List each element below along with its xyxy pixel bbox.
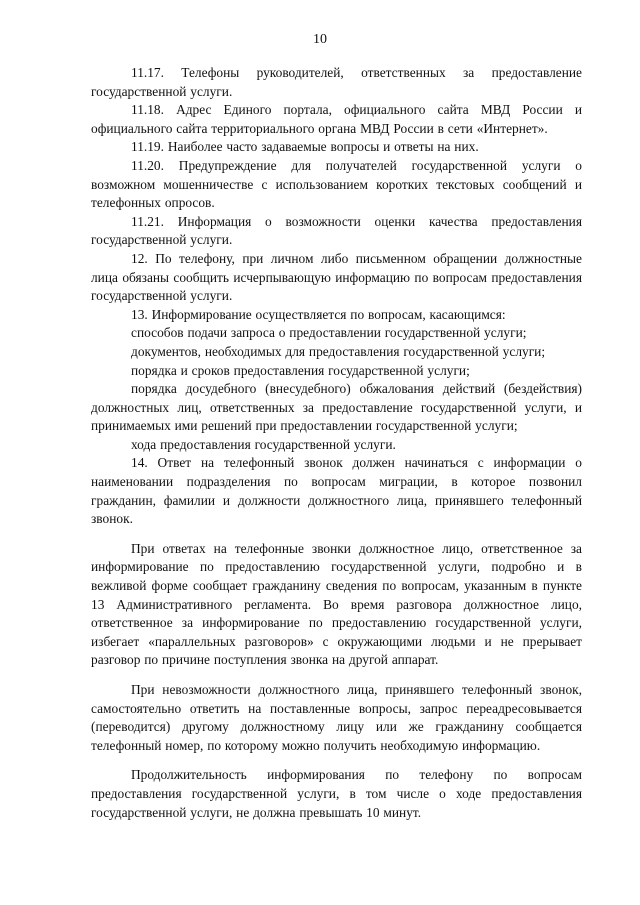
paragraph-11-21: 11.21. Информация о возможности оценки качества предоставления государственной услуги.	[91, 213, 582, 248]
paragraph-11-18: 11.18. Адрес Единого портала, официального сайта МВД России и официального сайта территориального органа МВД России в сети «Интернет».	[91, 102, 582, 136]
paragraph-14: 14. Ответ на телефонный звонок должен начинаться с информации о наименовании подразделения по вопросам миграции, в которое позвонил гражданин, фамилии и должности должностного лица, принявшего телефонный звонок.	[91, 455, 582, 527]
page-number: 10	[313, 32, 327, 47]
list-item-request-methods: способов подачи запроса о предоставлении государственной услуги;	[131, 325, 527, 341]
list-item-terms: порядка и сроков предоставления государственной услуги;	[131, 362, 470, 378]
paragraph-phone-answers: При ответах на телефонные звонки должностное лицо, ответственное за информирование по предоставлению государственной услуги, подробно и в вежливой форме сообщает гражданину сведения по вопросам, указанным в пункте 13 Административного регламента. Во время разговора должностное лицо, ответственное за информирование по предоставлению государственной услуги, избегает «параллельных разговоров» с окружающими людьми и не прерывает разговор по причине поступления звонка на другой аппарат.	[91, 540, 582, 668]
paragraph-duration: Продолжительность информирования по телефону по вопросам предоставления государственной услуги, в том числе о ходе предоставления государственной услуги, не должна превышать 10 минут.	[91, 767, 582, 820]
paragraph-12: 12. По телефону, при личном либо письменном обращении должностные лица обязаны сообщить исчерпывающую информацию по вопросам предоставления государственной услуги.	[91, 250, 582, 304]
list-item-appeal-procedure: порядка досудебного (внесудебного) обжалования действий (бездействия) должностных лиц, ответственных за предоставление государственной услуги, и принимаемых ими решений при предоставлении государственной услуги;	[91, 381, 582, 434]
list-item-service-progress: хода предоставления государственной услуги.	[131, 436, 396, 452]
paragraph-11-20: 11.20. Предупреждение для получателей государственной услуги о возможном мошенничестве с использованием коротких текстовых сообщений и телефонных опросов.	[91, 157, 582, 211]
list-item-required-documents: документов, необходимых для предоставления государственной услуги;	[131, 343, 546, 359]
paragraph-redirect: При невозможности должностного лица, принявшего телефонный звонок, самостоятельно ответить на поставленные вопросы, запрос переадресовывается (переводится) другому должностному лицу или же гражданину сообщается телефонный номер, по которому можно получить необходимую информацию.	[91, 682, 582, 753]
paragraph-11-19: 11.19. Наиболее часто задаваемые вопросы и ответы на них.	[131, 139, 479, 155]
document-body	[91, 64, 582, 822]
paragraph-11-17: 11.17. Телефоны руководителей, ответственных за предоставление государственной услуги.	[91, 65, 582, 99]
paragraph-13: 13. Информирование осуществляется по вопросам, касающимся:	[131, 306, 506, 322]
